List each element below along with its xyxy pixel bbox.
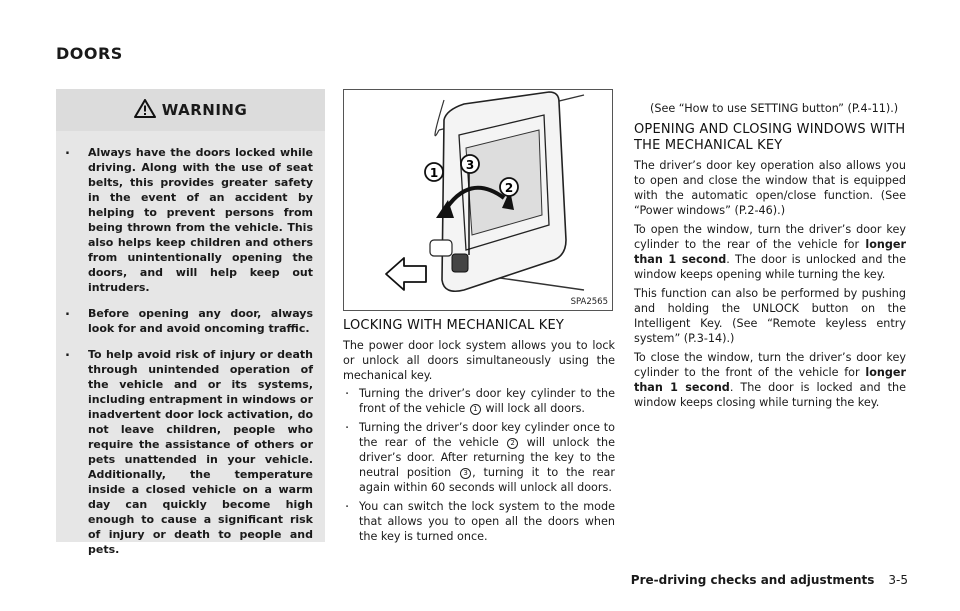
- locking-bullet-2: [359, 420, 615, 495]
- callout-3: 3: [465, 158, 475, 172]
- locking-bullets: [343, 386, 615, 544]
- section-title: DOORS: [56, 44, 123, 63]
- warning-label: WARNING: [161, 101, 248, 119]
- warning-box: [56, 89, 325, 556]
- page-footer: [631, 573, 908, 587]
- warning-triangle-icon: [134, 99, 156, 122]
- warning-header: [56, 89, 325, 131]
- windows-heading: OPENING AND CLOSING WINDOWS WITH THE MECHANICAL KEY: [634, 122, 906, 153]
- page-number: 3-5: [888, 573, 908, 587]
- circled-number: 1: [470, 404, 481, 415]
- circled-number: 2: [507, 438, 518, 449]
- windows-p1: The driver’s door key operation also allows you to open and close the window that is equipped with the automatic open/close function. (See “Power windows” (P.2-46).): [634, 159, 906, 217]
- text-run: , turning it to the rear again within 60 seconds will unlock all doors.: [359, 466, 616, 494]
- circled-number: 3: [460, 468, 471, 479]
- locking-heading: LOCKING WITH MECHANICAL KEY: [343, 318, 565, 333]
- text-run: Turning the driver’s door key cylinder once to the rear of the vehicle: [359, 421, 615, 449]
- text-run: Turning the driver’s door key cylinder to the front of the vehicle: [359, 387, 615, 415]
- windows-p2: [634, 222, 906, 282]
- warning-list: [56, 131, 325, 557]
- locking-bullet-1: [359, 386, 615, 416]
- windows-p4: [634, 350, 906, 410]
- key-cylinder-illustration: [343, 89, 613, 311]
- text-run: . The door is unlocked and the window keeps opening while turning the key.: [634, 253, 906, 281]
- warning-item: . Before opening any door, always look for and avoid oncoming traffic.: [82, 306, 313, 336]
- door-handle-drawing: [344, 90, 612, 310]
- warning-item: . To help avoid risk of injury or death through unintended operation of the vehicle and or its systems, including entrapment in windows or inadvertent door lock activation, do not leave children, people who require the assistance of others or pets unattended in your vehicle. Additionally, the temperature inside a closed vehicle on a warm day can quickly become high enough to cause a significant risk of injury or death to people and pets.: [82, 347, 313, 557]
- callout-2: 2: [504, 181, 514, 195]
- continued-reference: (See “How to use SETTING button” (P.4-11).): [650, 102, 899, 115]
- text-run: will lock all doors.: [485, 402, 585, 415]
- windows-section: [634, 101, 906, 414]
- emphasis: longer than 1 second: [634, 366, 906, 394]
- windows-p3: This function can also be performed by pushing and holding the UNLOCK button on the Intelligent Key. (See “Remote keyless entry system” (P.3-14).): [634, 287, 906, 345]
- locking-section: [343, 318, 615, 548]
- emphasis: longer than 1 second: [634, 238, 906, 266]
- locking-bullet-3: . You can switch the lock system to the mode that allows you to open all the doors when the key is turned once.: [359, 499, 615, 544]
- locking-intro: The power door lock system allows you to lock or unlock all doors simultaneously using the mechanical key.: [343, 339, 615, 382]
- text-run: . The door is locked and the window keeps closing while turning the key.: [634, 381, 907, 409]
- chapter-title: Pre-driving checks and adjustments: [630, 573, 875, 587]
- text-run: will unlock the driver’s door. After returning the key to the neutral position: [359, 436, 615, 479]
- warning-item: . Always have the doors locked while driving. Along with the use of seat belts, this provides greater safety in the event of an accident by helping to prevent persons from being thrown from the vehicle. This also helps keep children and others from unintentionally opening the doors, and will help keep out intruders.: [82, 145, 313, 295]
- callout-1: 1: [429, 166, 439, 180]
- text-run: To close the window, turn the driver’s door key cylinder to the front of the vehicle for: [634, 351, 906, 379]
- figure-code: SPA2565: [570, 297, 608, 307]
- text-run: To open the window, turn the driver’s door key cylinder to the rear of the vehicle for: [634, 223, 906, 251]
